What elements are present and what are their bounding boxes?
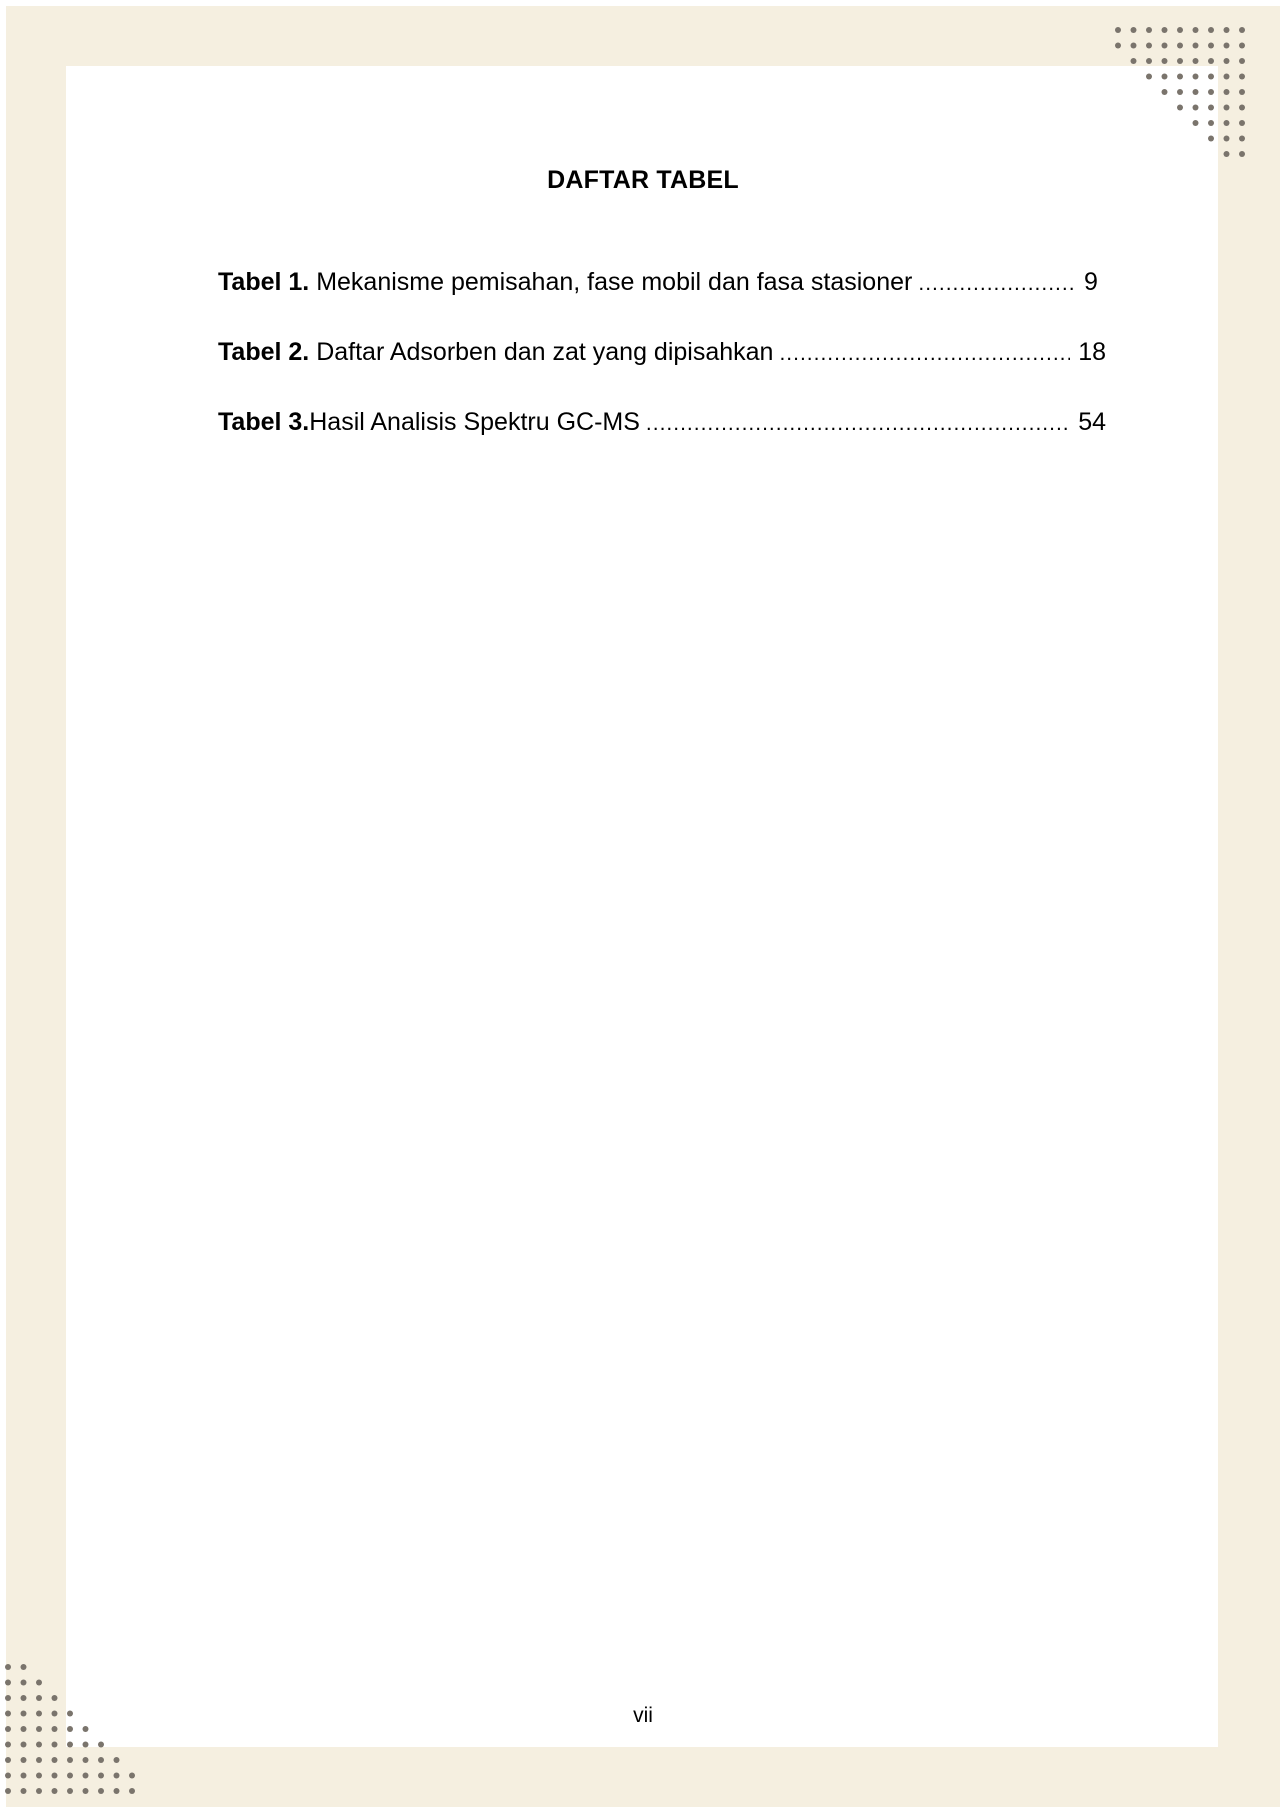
toc-entry-label: Tabel 1. [218, 268, 310, 296]
toc-entry-title: Hasil Analisis Spektru GC-MS [309, 408, 640, 436]
toc-entry-page: 18 [1078, 338, 1106, 366]
toc-entry-title: Daftar Adsorben dan zat yang dipisahkan [316, 338, 774, 366]
pattern-dot [52, 1788, 58, 1794]
pattern-dot [67, 1788, 73, 1794]
pattern-dot [36, 1757, 42, 1763]
pattern-dot [114, 1788, 120, 1794]
pattern-dot [1224, 43, 1230, 49]
pattern-dot [1162, 58, 1168, 64]
pattern-dot [1239, 58, 1245, 64]
pattern-dot [1224, 151, 1230, 157]
page-number: vii [633, 1704, 653, 1727]
pattern-dot [1193, 43, 1199, 49]
pattern-dot [1193, 120, 1199, 126]
pattern-dot [1193, 74, 1199, 80]
pattern-dot [1239, 151, 1245, 157]
pattern-dot [98, 1773, 104, 1779]
pattern-dot [67, 1773, 73, 1779]
pattern-dot [21, 1742, 27, 1748]
pattern-dot [129, 1788, 135, 1794]
toc-entry-title: Mekanisme pemisahan, fase mobil dan fasa stasioner [316, 268, 913, 296]
pattern-dot [21, 1788, 27, 1794]
pattern-dot [1239, 136, 1245, 142]
toc-entry-2[interactable] [218, 338, 1106, 408]
toc-dot-leader [918, 272, 1076, 296]
pattern-dot [83, 1742, 89, 1748]
dot-pattern-top-right [1100, 20, 1280, 180]
pattern-dot [5, 1680, 11, 1686]
pattern-dot [1239, 74, 1245, 80]
toc-entry-page: 54 [1078, 408, 1106, 436]
page-title: DAFTAR TABEL [547, 166, 739, 194]
pattern-dot [52, 1757, 58, 1763]
pattern-dot [1115, 27, 1121, 33]
pattern-dot [98, 1742, 104, 1748]
pattern-dot [1131, 43, 1137, 49]
pattern-dot [1177, 105, 1183, 111]
toc-entry-label: Tabel 3. [218, 408, 310, 436]
pattern-dot [1146, 58, 1152, 64]
pattern-dot [1177, 74, 1183, 80]
pattern-dot [5, 1664, 11, 1670]
pattern-dot [67, 1757, 73, 1763]
pattern-dot [1208, 120, 1214, 126]
pattern-dot [1224, 27, 1230, 33]
pattern-dot [5, 1773, 11, 1779]
pattern-dot [67, 1742, 73, 1748]
pattern-dot [98, 1757, 104, 1763]
pattern-dot [1193, 58, 1199, 64]
pattern-dot [1146, 27, 1152, 33]
pattern-dot [83, 1757, 89, 1763]
pattern-dot [52, 1695, 58, 1701]
pattern-dot [36, 1773, 42, 1779]
pattern-dot [1162, 89, 1168, 95]
pattern-dot [83, 1773, 89, 1779]
pattern-dot [114, 1757, 120, 1763]
pattern-dot [5, 1695, 11, 1701]
pattern-dot [1177, 89, 1183, 95]
dot-pattern-bottom-left [0, 1655, 170, 1813]
toc-entry-1[interactable] [218, 268, 1106, 338]
pattern-dot [1162, 43, 1168, 49]
pattern-dot [1239, 27, 1245, 33]
pattern-dot [1224, 74, 1230, 80]
pattern-dot [1208, 74, 1214, 80]
pattern-dot [5, 1757, 11, 1763]
pattern-dot [1239, 89, 1245, 95]
pattern-dot [1131, 58, 1137, 64]
pattern-dot [83, 1788, 89, 1794]
pattern-dot [1193, 105, 1199, 111]
pattern-dot [1239, 120, 1245, 126]
pattern-dot [1208, 58, 1214, 64]
pattern-dot [1208, 43, 1214, 49]
pattern-dot [36, 1680, 42, 1686]
pattern-dot [5, 1788, 11, 1794]
pattern-dot [21, 1757, 27, 1763]
table-of-tables [218, 268, 1106, 478]
pattern-dot [114, 1773, 120, 1779]
pattern-dot [129, 1773, 135, 1779]
pattern-dot [36, 1742, 42, 1748]
pattern-dot [1146, 43, 1152, 49]
pattern-dot [1208, 105, 1214, 111]
pattern-dot [1224, 89, 1230, 95]
pattern-dot [1193, 89, 1199, 95]
pattern-dot [1224, 136, 1230, 142]
pattern-dot [36, 1695, 42, 1701]
pattern-dot [1239, 43, 1245, 49]
pattern-dot [21, 1680, 27, 1686]
pattern-dot [1162, 74, 1168, 80]
pattern-dot [52, 1773, 58, 1779]
pattern-dot [1131, 27, 1137, 33]
pattern-dot [5, 1742, 11, 1748]
pattern-dot [36, 1788, 42, 1794]
pattern-dot [1177, 27, 1183, 33]
pattern-dot [1208, 136, 1214, 142]
pattern-dot [1239, 105, 1245, 111]
pattern-dot [1177, 43, 1183, 49]
pattern-dot [21, 1664, 27, 1670]
pattern-dot [1115, 43, 1121, 49]
pattern-dot [52, 1742, 58, 1748]
pattern-dot [1193, 27, 1199, 33]
toc-dot-leader [646, 412, 1070, 436]
pattern-dot [1177, 58, 1183, 64]
pattern-dot [1208, 27, 1214, 33]
toc-dot-leader [779, 342, 1070, 366]
pattern-dot [1146, 74, 1152, 80]
toc-entry-3[interactable] [218, 408, 1106, 478]
toc-entry-label: Tabel 2. [218, 338, 310, 366]
pattern-dot [1224, 105, 1230, 111]
pattern-dot [21, 1695, 27, 1701]
pattern-dot [1162, 27, 1168, 33]
pattern-dot [1224, 120, 1230, 126]
pattern-dot [1208, 89, 1214, 95]
pattern-dot [21, 1773, 27, 1779]
pattern-dot [98, 1788, 104, 1794]
pattern-dot [1224, 58, 1230, 64]
toc-entry-page: 9 [1084, 268, 1098, 296]
